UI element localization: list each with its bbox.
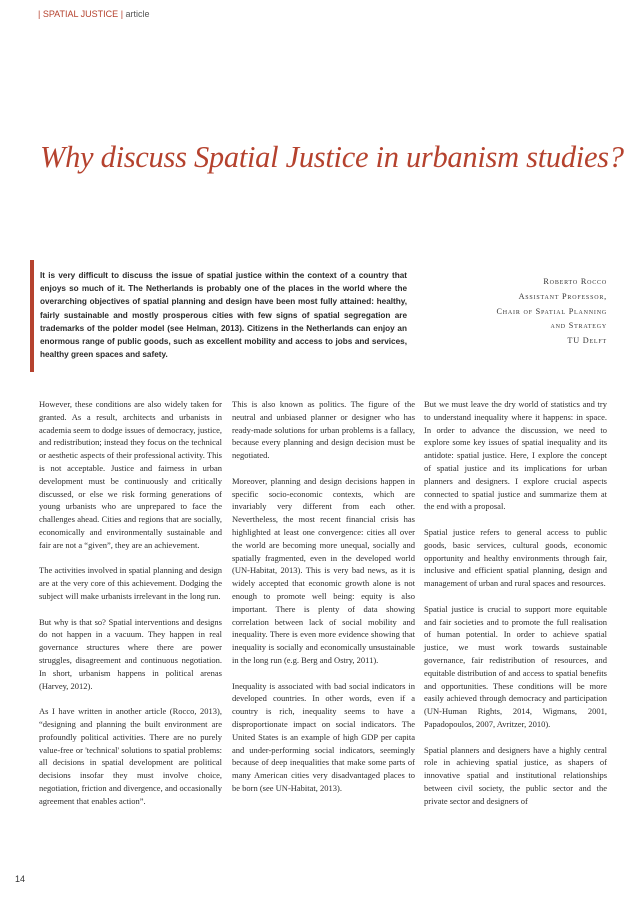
body-paragraph: However, these conditions are also widely taken for granted. As a result, architects and urbanists in academia seem to dodge issues of democracy, justice, and redistribution; instead they focus on the technical or aesthetic aspects of their professional activity. This is not acceptable. Justice and fairness in urban development must be continuously and critically discussed, or else we risk forming generations of young urbanists who are unprepared to face the challenges ahead. Cities and regions that are socially, economically and environmentally sustainable and fair are not a “given”, they are an achievement. bbox=[39, 399, 222, 550]
body-paragraph: This is also known as politics. The figure of the neutral and unbiased planner or designer who has ready-made solutions for urban problems is a fallacy, because every planning and design decision must be negotiated. bbox=[232, 399, 415, 461]
body-paragraph: But we must leave the dry world of statistics and try to understand inequality where it happens: in space. In order to advance the discussion, we need to explore some key issues of spatial inequality and its antidote: spatial justice. Here, I explore the concept of spatial justice and its implications for urban planners and designers. I explore crucial aspects connected to spatial justice and summarize them at the end with a proposal. bbox=[424, 399, 607, 512]
body-paragraph: As I have written in another article (Rocco, 2013), “designing and planning the built environment are profoundly political activities. There are no purely value-free or 'technical' solutions to spatial problems: all decisions in spatial development are political decisions insofar they must involve choice, negotiation, friction and divergence, and occasionally agreement that enables action”. bbox=[39, 706, 222, 806]
author-name: Roberto Rocco bbox=[543, 277, 607, 286]
body-paragraph: But why is that so? Spatial interventions and designs do not happen in a vacuum. They happen in real governance structures where there are power struggles, disagreement and continuous negotiation. In short, urbanism happens in political arenas (Harvey, 2012). bbox=[39, 616, 222, 691]
author-chair-line-1: Chair of Spatial Planning bbox=[496, 306, 607, 316]
author-institution: TU Delft bbox=[567, 336, 607, 346]
author-block bbox=[407, 275, 607, 349]
body-paragraph: Spatial justice is crucial to support more equitable and fair societies and to promote the full realisation of human potential. In order to achieve spatial justice, we must work towards sustainable governance, fair redistribution of resources, and equitable distribution of and access to spatial benefits and opportunities. These conditions will be more easily achieved through democracy and participation (UN-Human Rights, 2014, Wigmans, 2001, Papadopoulos, 2007, Avritzer, 2010). bbox=[424, 603, 607, 729]
author-role: Assistant Professor, bbox=[518, 291, 607, 301]
body-paragraph: Spatial justice refers to general access to public goods, basic services, cultural goods, economic opportunity and healthy environments through fair, inclusive and efficient spatial planning, design and management of urban and rural spaces and resources. bbox=[424, 526, 607, 589]
article-title: Why discuss Spatial Justice in urbanism studies? bbox=[40, 140, 624, 174]
body-paragraph: Inequality is associated with bad social indicators in developed countries. In other words, even if a country is rich, inequality seems to have a disproportionate impact on social indicators. The United States is an example of high GDP per capita and under-performing social indicators, seemingly because of deep inequalities that make some parts of many American cities very disadvantaged places to be born (see UN-Habitat, 2013). bbox=[232, 680, 415, 793]
abstract-accent-bar bbox=[30, 260, 34, 372]
page-number: 14 bbox=[15, 874, 26, 884]
body-column-1 bbox=[39, 398, 222, 808]
running-head bbox=[38, 9, 150, 19]
running-head-type: article bbox=[123, 9, 150, 19]
abstract: It is very difficult to discuss the issue of spatial justice within the context of a country that enjoys so much of it. The Netherlands is probably one of the places in the world where the overarching objectives of spatial planning and design have been most fully attained: healthy, fairly sustainable and mostly prosperous cities with few signs of spatial segregation are trademarks of the polder model (see Helman, 2013). Citizens in the Netherlands can enjoy an enormous range of public goods, such as excellent mobility and access to jobs and services, healthy green spaces and safety. bbox=[40, 271, 407, 360]
body-column-3 bbox=[424, 398, 607, 808]
author-chair-line-2: and Strategy bbox=[550, 321, 607, 331]
body-paragraph: Spatial planners and designers have a highly central role in achieving spatial justice, as shapers of innovative spatial and institutional relationships between civil society, the public sector and the private sector and designers of bbox=[424, 744, 607, 806]
body-column-2 bbox=[232, 398, 415, 795]
body-paragraph: The activities involved in spatial planning and design are at the very core of this achievement. Dodging the subject will make urbanists irrelevant in the long run. bbox=[39, 565, 222, 601]
body-paragraph: Moreover, planning and design decisions happen in specific socio-economic contexts, which are invariably very different from each other. Nevertheless, the most recent financial crisis has highlighted at least one convergence: cities all over the world are becoming more unequal, socially and spatially fragmented, even in the developed world (UN-Habitat, 2013). This is very bad news, as it is widely accepted that economic growth alone is not enough to promote well being: equity is also important. There is plenty of data showing correlation between lack of social mobility and inequality. There is even more evidence showing that inequality is socially and economically unsustainable in the long run (e.g. Berg and Ostry, 2011). bbox=[232, 475, 415, 665]
running-head-section: | SPATIAL JUSTICE | bbox=[38, 9, 124, 19]
